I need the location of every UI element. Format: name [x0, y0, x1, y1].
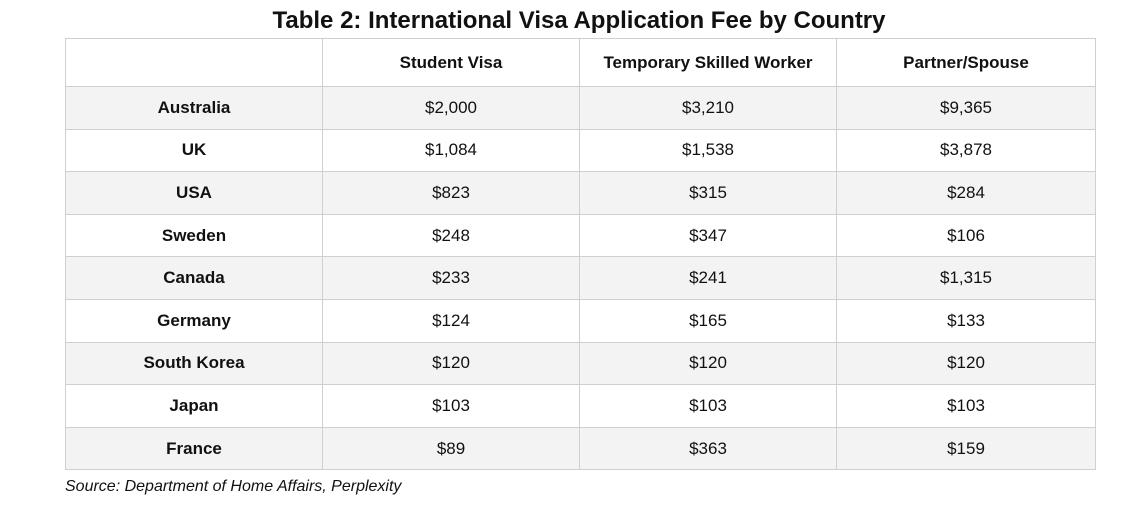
country-cell: France: [66, 427, 323, 470]
student-visa-cell: $124: [323, 299, 580, 342]
partner-spouse-cell: $284: [837, 172, 1096, 215]
temporary-skilled-worker-cell: $347: [580, 214, 837, 257]
country-cell: Australia: [66, 87, 323, 130]
table-row: [66, 257, 1096, 300]
partner-spouse-cell: $159: [837, 427, 1096, 470]
temporary-skilled-worker-cell: $165: [580, 299, 837, 342]
column-header-country: [66, 39, 323, 87]
table-row: [66, 129, 1096, 172]
country-cell: Canada: [66, 257, 323, 300]
table-row: [66, 299, 1096, 342]
temporary-skilled-worker-cell: $363: [580, 427, 837, 470]
table-row: [66, 214, 1096, 257]
temporary-skilled-worker-cell: $1,538: [580, 129, 837, 172]
student-visa-cell: $120: [323, 342, 580, 385]
partner-spouse-cell: $133: [837, 299, 1096, 342]
partner-spouse-cell: $103: [837, 385, 1096, 428]
student-visa-cell: $248: [323, 214, 580, 257]
student-visa-cell: $823: [323, 172, 580, 215]
table-row: [66, 385, 1096, 428]
country-cell: USA: [66, 172, 323, 215]
header-row: [66, 39, 1096, 87]
temporary-skilled-worker-cell: $120: [580, 342, 837, 385]
table-title: Table 2: International Visa Application Fee by Country: [272, 7, 886, 34]
source-note: Source: Department of Home Affairs, Perplexity: [65, 478, 402, 495]
country-cell: Japan: [66, 385, 323, 428]
partner-spouse-cell: $1,315: [837, 257, 1096, 300]
column-header-student-visa: Student Visa: [323, 39, 580, 87]
table-row: [66, 172, 1096, 215]
partner-spouse-cell: $9,365: [837, 87, 1096, 130]
table-row: [66, 87, 1096, 130]
temporary-skilled-worker-cell: $241: [580, 257, 837, 300]
table-row: [66, 342, 1096, 385]
student-visa-cell: $1,084: [323, 129, 580, 172]
country-cell: Germany: [66, 299, 323, 342]
student-visa-cell: $2,000: [323, 87, 580, 130]
column-header-temporary-skilled-worker: Temporary Skilled Worker: [580, 39, 837, 87]
temporary-skilled-worker-cell: $103: [580, 385, 837, 428]
student-visa-cell: $103: [323, 385, 580, 428]
partner-spouse-cell: $3,878: [837, 129, 1096, 172]
student-visa-cell: $233: [323, 257, 580, 300]
visa-fee-table: [65, 38, 1096, 470]
country-cell: South Korea: [66, 342, 323, 385]
country-cell: Sweden: [66, 214, 323, 257]
country-cell: UK: [66, 129, 323, 172]
column-header-partner-spouse: Partner/Spouse: [837, 39, 1096, 87]
student-visa-cell: $89: [323, 427, 580, 470]
table-body: [66, 87, 1096, 470]
partner-spouse-cell: $106: [837, 214, 1096, 257]
partner-spouse-cell: $120: [837, 342, 1096, 385]
table-row: [66, 427, 1096, 470]
temporary-skilled-worker-cell: $3,210: [580, 87, 837, 130]
temporary-skilled-worker-cell: $315: [580, 172, 837, 215]
